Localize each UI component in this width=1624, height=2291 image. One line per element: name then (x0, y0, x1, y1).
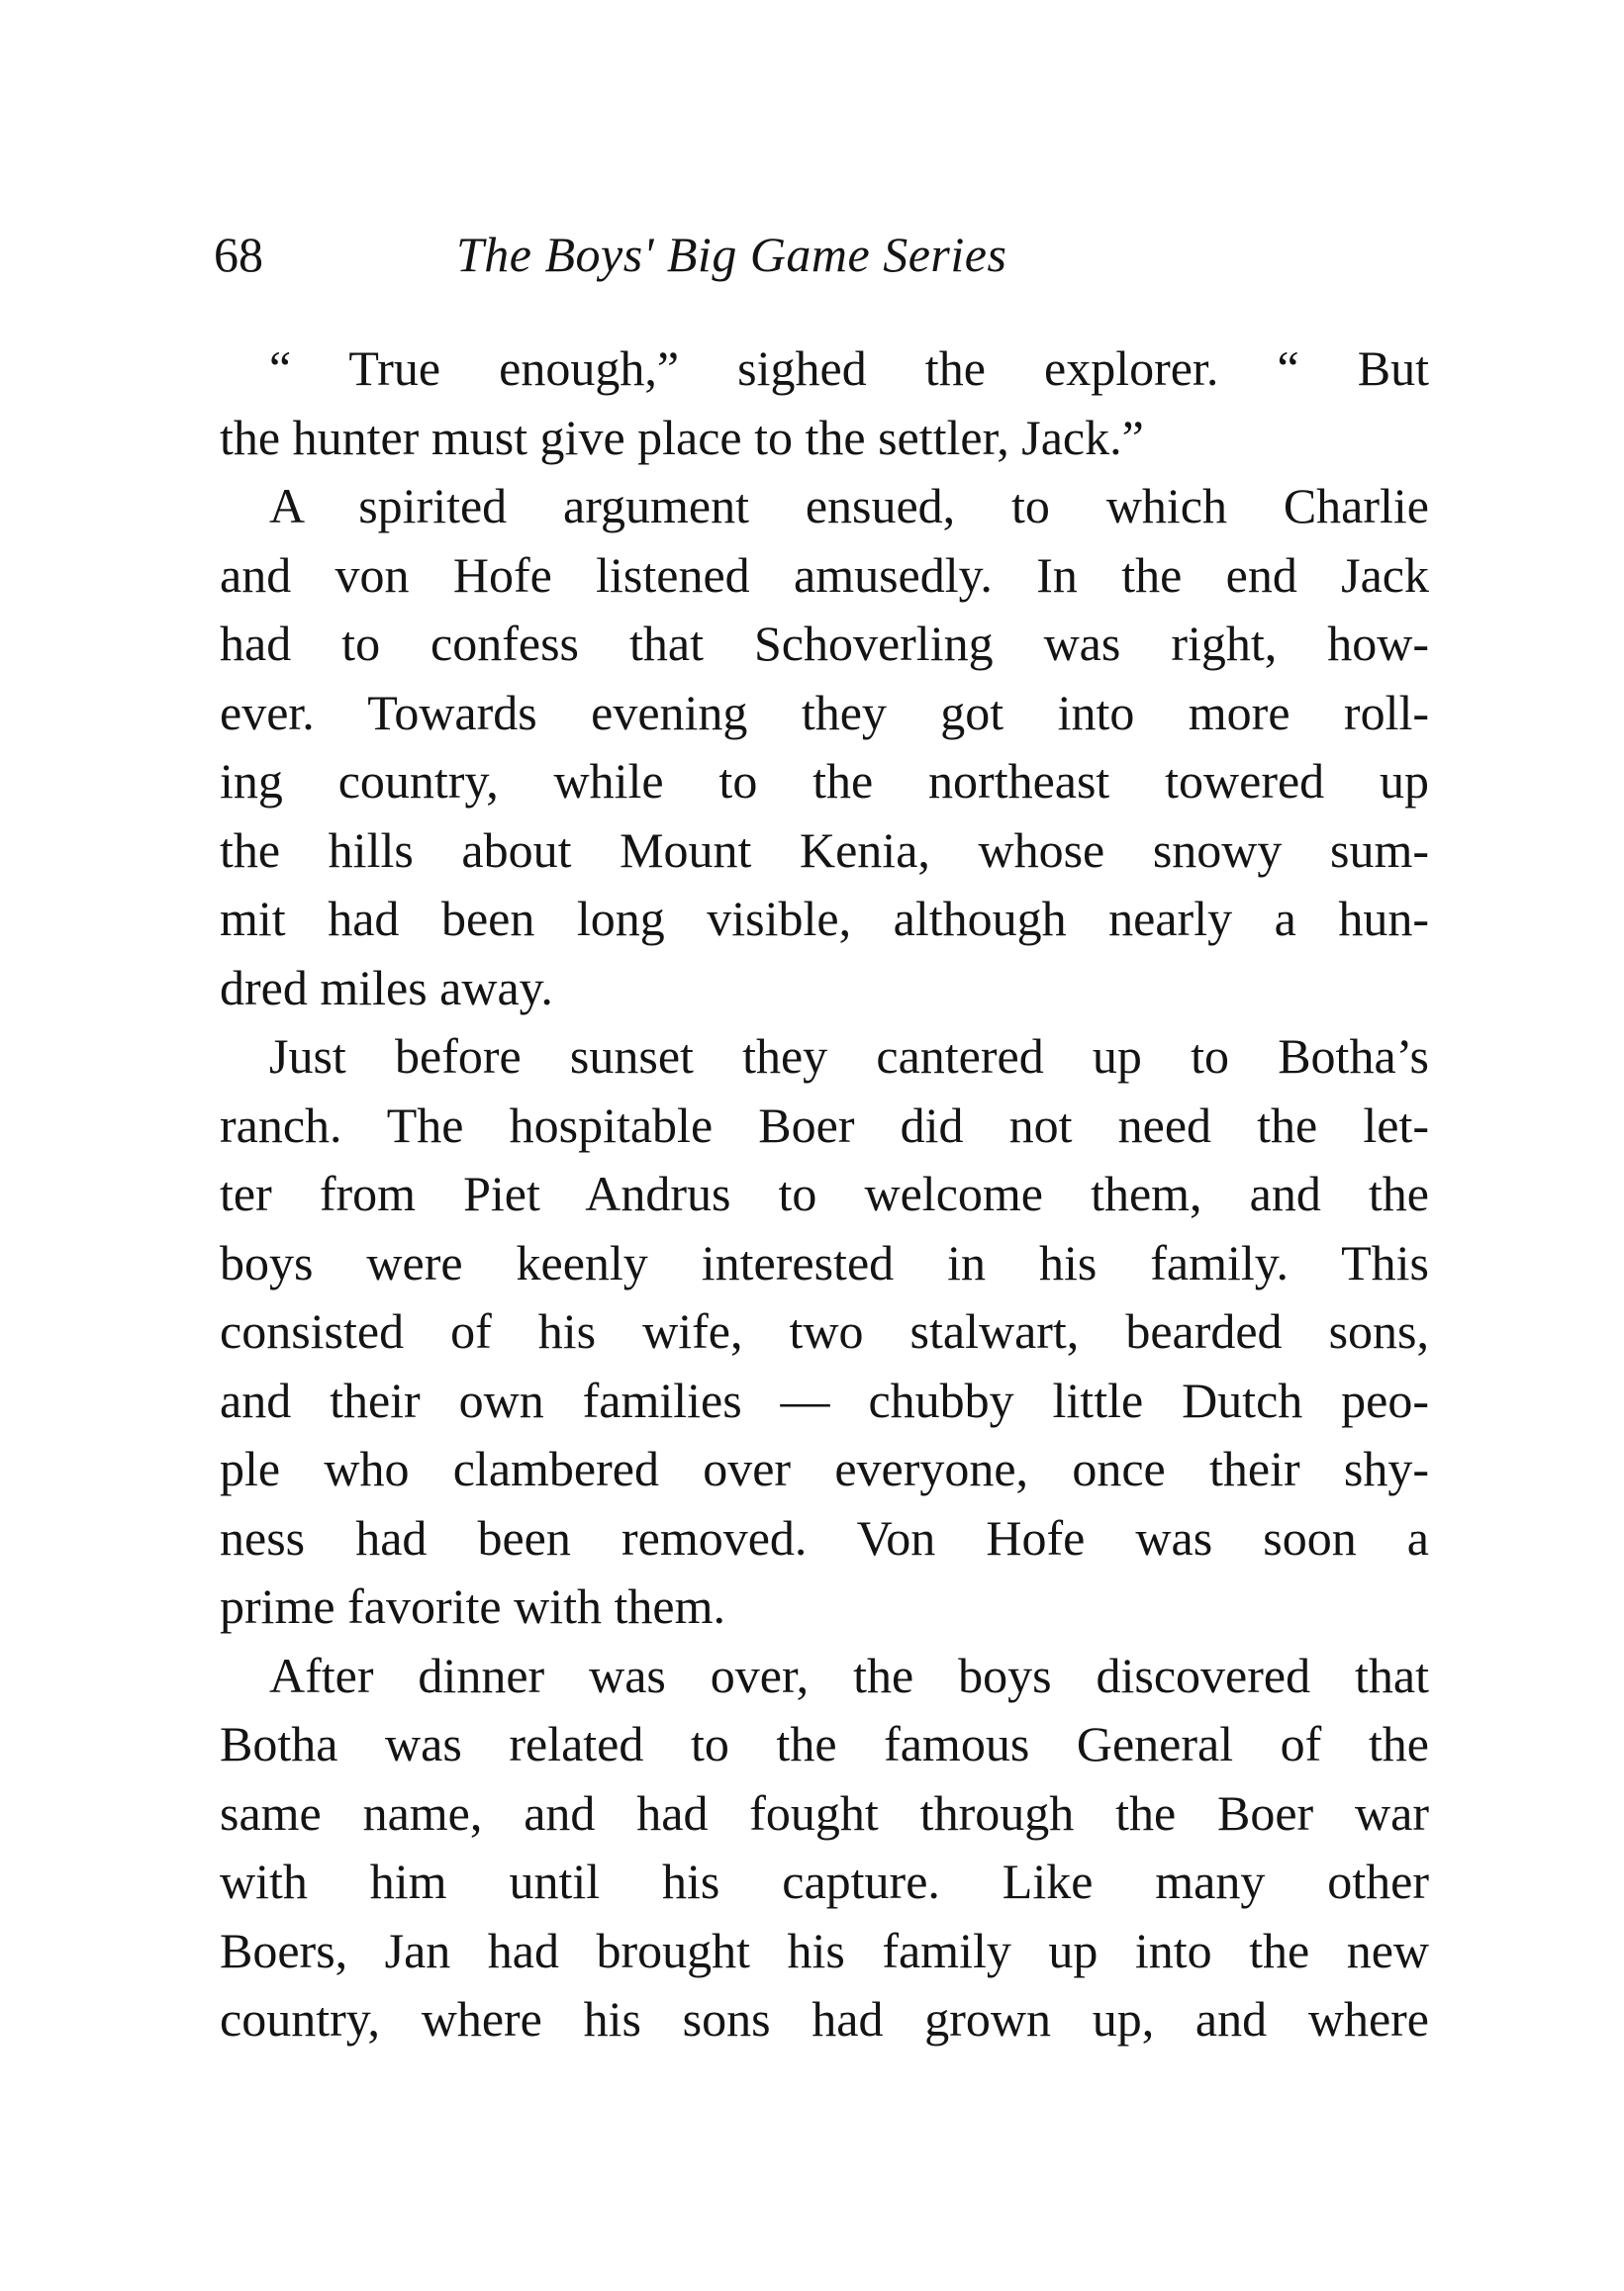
text-line: country, where his sons had grown up, and where (220, 1991, 1429, 2047)
text-line: A spirited argument ensued, to which Charlie (269, 478, 1429, 533)
text-line: ness had been removed. Von Hofe was soon a (220, 1509, 1429, 1566)
text-line: After dinner was over, the boys discovered that (269, 1647, 1429, 1703)
text-line: the hills about Mount Kenia, whose snowy sum- (220, 821, 1429, 878)
text-line: ple who clambered over everyone, once their shy- (220, 1441, 1429, 1496)
text-line: prime favorite with them. (220, 1578, 725, 1634)
text-line: “ True enough,” sighed the explorer. “ But (269, 340, 1429, 396)
text-line: consisted of his wife, two stalwart, bearded sons, (220, 1303, 1429, 1359)
text-line: boys were keenly interested in his family. This (220, 1234, 1429, 1290)
paragraph-4 (220, 1642, 1429, 2054)
page-number: 68 (214, 227, 263, 282)
text-line: Botha was related to the famous General of the (220, 1716, 1429, 1771)
text-line: Just before sunset they cantered up to Botha’s (269, 1028, 1429, 1084)
text-line: mit had been long visible, although nearly a hun- (220, 891, 1429, 946)
running-head (214, 220, 1431, 289)
text-line: with him until his capture. Like many other (220, 1854, 1429, 1909)
running-title: The Boys' Big Game Series (456, 227, 1007, 282)
text-line: and von Hofe listened amusedly. In the end Jack (220, 546, 1429, 603)
body-text (220, 334, 1429, 2054)
paragraph-2 (220, 472, 1429, 1022)
text-line: ing country, while to the northeast towered up (220, 753, 1429, 809)
text-line: the hunter must give place to the settler, Jack.” (220, 409, 1144, 465)
paragraph-3 (220, 1022, 1429, 1642)
paragraph-1 (220, 334, 1429, 472)
text-line: dred miles away. (220, 959, 553, 1015)
text-line: ranch. The hospitable Boer did not need the let- (220, 1097, 1429, 1153)
text-line: Boers, Jan had brought his family up into the new (220, 1922, 1429, 1978)
text-line: same name, and had fought through the Boer war (220, 1784, 1429, 1841)
text-line: and their own families — chubby little Dutch peo- (220, 1372, 1429, 1428)
text-line: had to confess that Schoverling was right, how- (220, 616, 1429, 671)
text-line: ter from Piet Andrus to welcome them, and the (220, 1166, 1429, 1221)
text-line: ever. Towards evening they got into more roll- (220, 684, 1429, 740)
